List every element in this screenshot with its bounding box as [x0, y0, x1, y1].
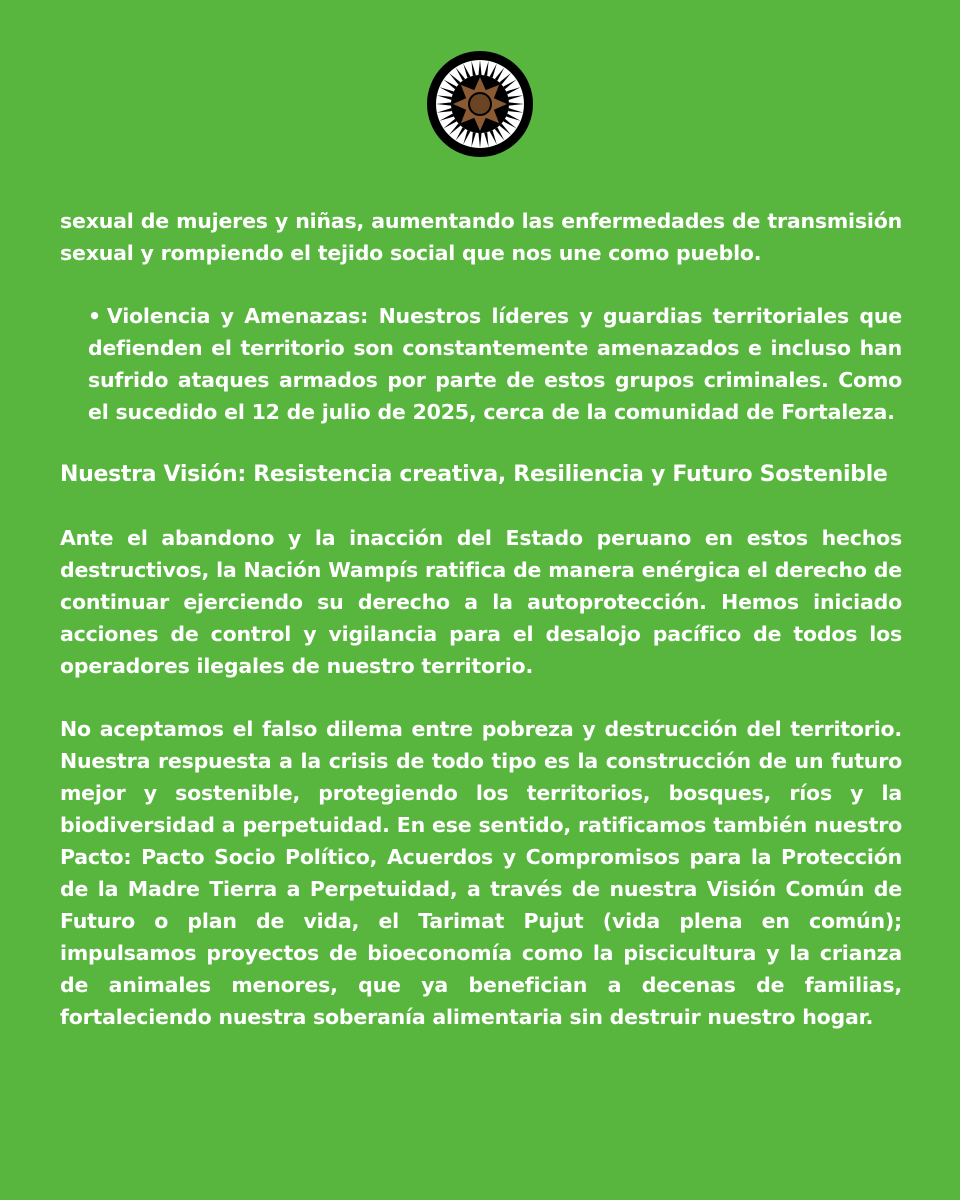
bullet-text: Violencia y Amenazas: Nuestros líderes y guardias territoriales que defienden el territorio son constantemente amenazados e incluso han sufrido ataques armados por parte de estos grupos criminales. Como el sucedido el 12 de julio de 2025, cerca de la comunidad de Fortaleza.	[88, 304, 902, 424]
paragraph-4: No aceptamos el falso dilema entre pobreza y destrucción del territorio. Nuestra respuesta a la crisis de todo tipo es la construcción de un futuro mejor y sostenible, protegiendo los territorios, bosques, ríos y la biodiversidad a perpetuidad. En ese sentido, ratificamos también nuestro Pacto: Pacto Socio Político, Acuerdos y Compromisos para la Protección de la Madre Tierra a Perpetuidad, a través de nuestra Visión Común de Futuro o plan de vida, el Tarimat Pujut (vida plena en común); impulsamos proyectos de bioeconomía como la piscicultura y la crianza de animales menores, que ya benefician a decenas de familias, fortaleciendo nuestra soberanía alimentaria sin destruir nuestro hogar.	[60, 717, 902, 1029]
bullet-dot: •	[88, 304, 101, 328]
document-body	[60, 205, 902, 1064]
paragraph-3: Ante el abandono y la inacción del Estado peruano en estos hechos destructivos, la Nación Wampís ratifica de manera enérgica el derecho de continuar ejerciendo su derecho a la autoprotección. Hemos iniciado acciones de control y vigilancia para el desalojo pacífico de todos los operadores ilegales de nuestro territorio.	[60, 526, 902, 678]
bullet-item-violencia	[60, 300, 902, 428]
wampis-star-emblem-icon	[426, 50, 534, 158]
paragraph-1: sexual de mujeres y niñas, aumentando las enfermedades de transmisión sexual y rompiendo el tejido social que nos une como pueblo.	[60, 209, 902, 265]
section-heading: Nuestra Visión: Resistencia creativa, Resiliencia y Futuro Sostenible	[60, 462, 888, 487]
